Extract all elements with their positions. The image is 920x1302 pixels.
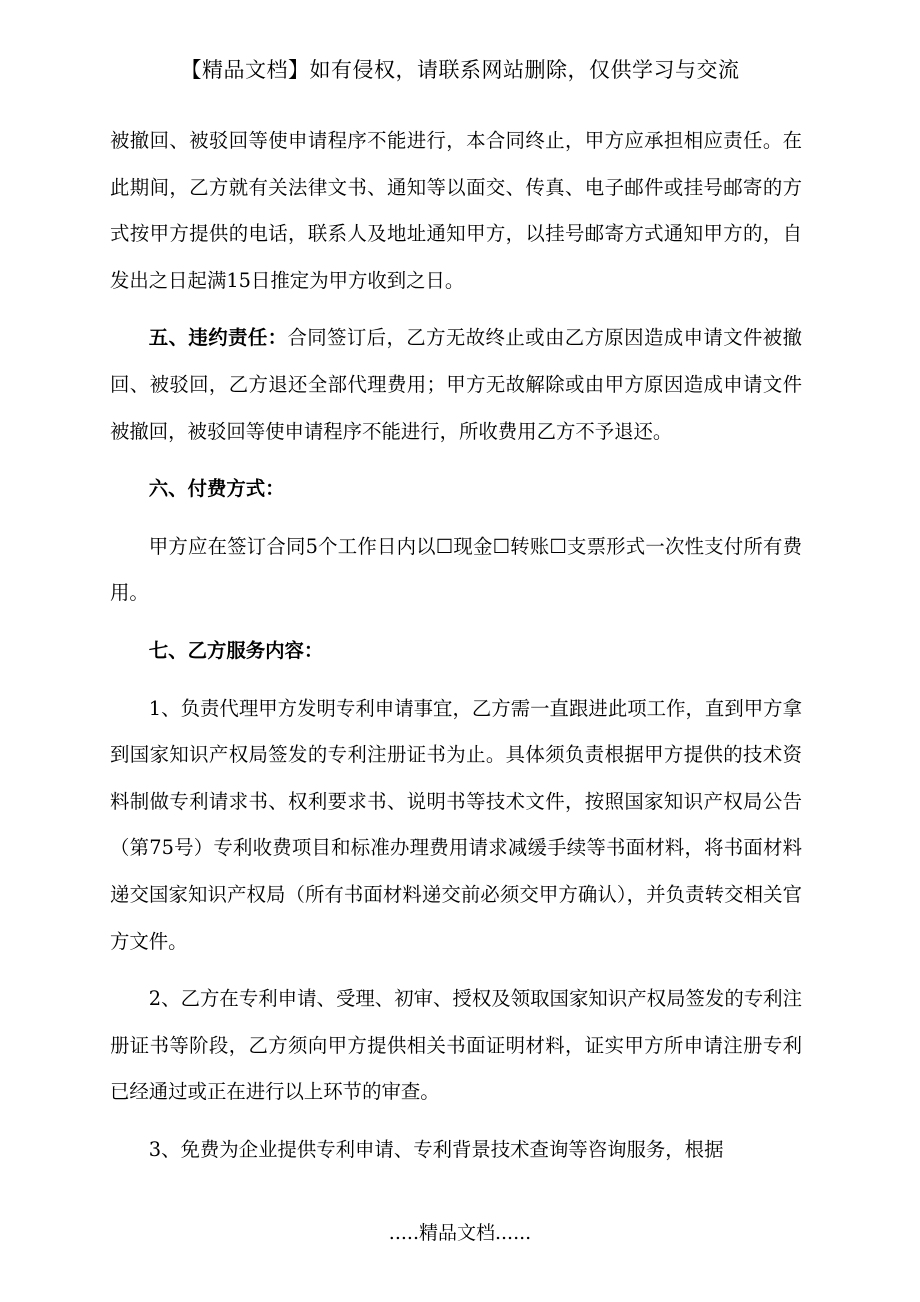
section-7-item-1: 1、负责代理甲方发明专利申请事宜，乙方需一直跟进此项工作，直到甲方拿到国家知识产权局签发的专利注册证书为止。具体须负责根据甲方提供的技术资料制做专利请求书、权利要求书、说明书等技术文件，按照国家知识产权局公告（第75号）专利收费项目和标准办理费用请求减缓手续等书面材料，将书面材料递交国家知识产权局（所有书面材料递交前必须交甲方确认），并负责转交相关官方文件。: [110, 696, 802, 953]
section-5-paragraph: [110, 315, 802, 455]
section-7-item-2: 2、乙方在专利申请、受理、初审、授权及领取国家知识产权局签发的专利注册证书等阶段，乙方须向甲方提供相关书面证明材料，证实甲方所申请注册专利已经通过或正在进行以上环节的审查。: [110, 987, 802, 1104]
section-7-item-3: 3、免费为企业提供专利申请、专利背景技术查询等咨询服务，根据: [148, 1137, 724, 1161]
paragraph-continuation: 被撤回、被驳回等使申请程序不能进行，本合同终止，甲方应承担相应责任。在此期间，乙方就有关法律文书、通知等以面交、传真、电子邮件或挂号邮寄的方式按甲方提供的电话，联系人及地址通知甲方，以挂号邮寄方式通知甲方的，自发出之日起满15日推定为甲方收到之日。: [110, 129, 802, 292]
page-footer: .....精品文档......: [388, 1222, 532, 1244]
page-header: 【精品文档】如有侵权，请联系网站删除，仅供学习与交流: [180, 58, 740, 82]
section-6-text: 甲方应在签订合同5个工作日内以☐现金☐转账☐支票形式一次性支付所有费用。: [110, 534, 802, 605]
section-5-heading: 五、违约责任：: [148, 326, 288, 350]
section-6-heading: 六、付费方式：: [148, 477, 285, 501]
section-7-heading: 七、乙方服务内容：: [148, 638, 324, 662]
section-5-text: 合同签订后，乙方无故终止或由乙方原因造成申请文件被撤回、被驳回，乙方退还全部代理费用；甲方无故解除或由甲方原因造成申请文件被撤回，被驳回等使申请程序不能进行，所收费用乙方不予退还。: [110, 326, 803, 443]
document-body: [110, 118, 802, 1184]
